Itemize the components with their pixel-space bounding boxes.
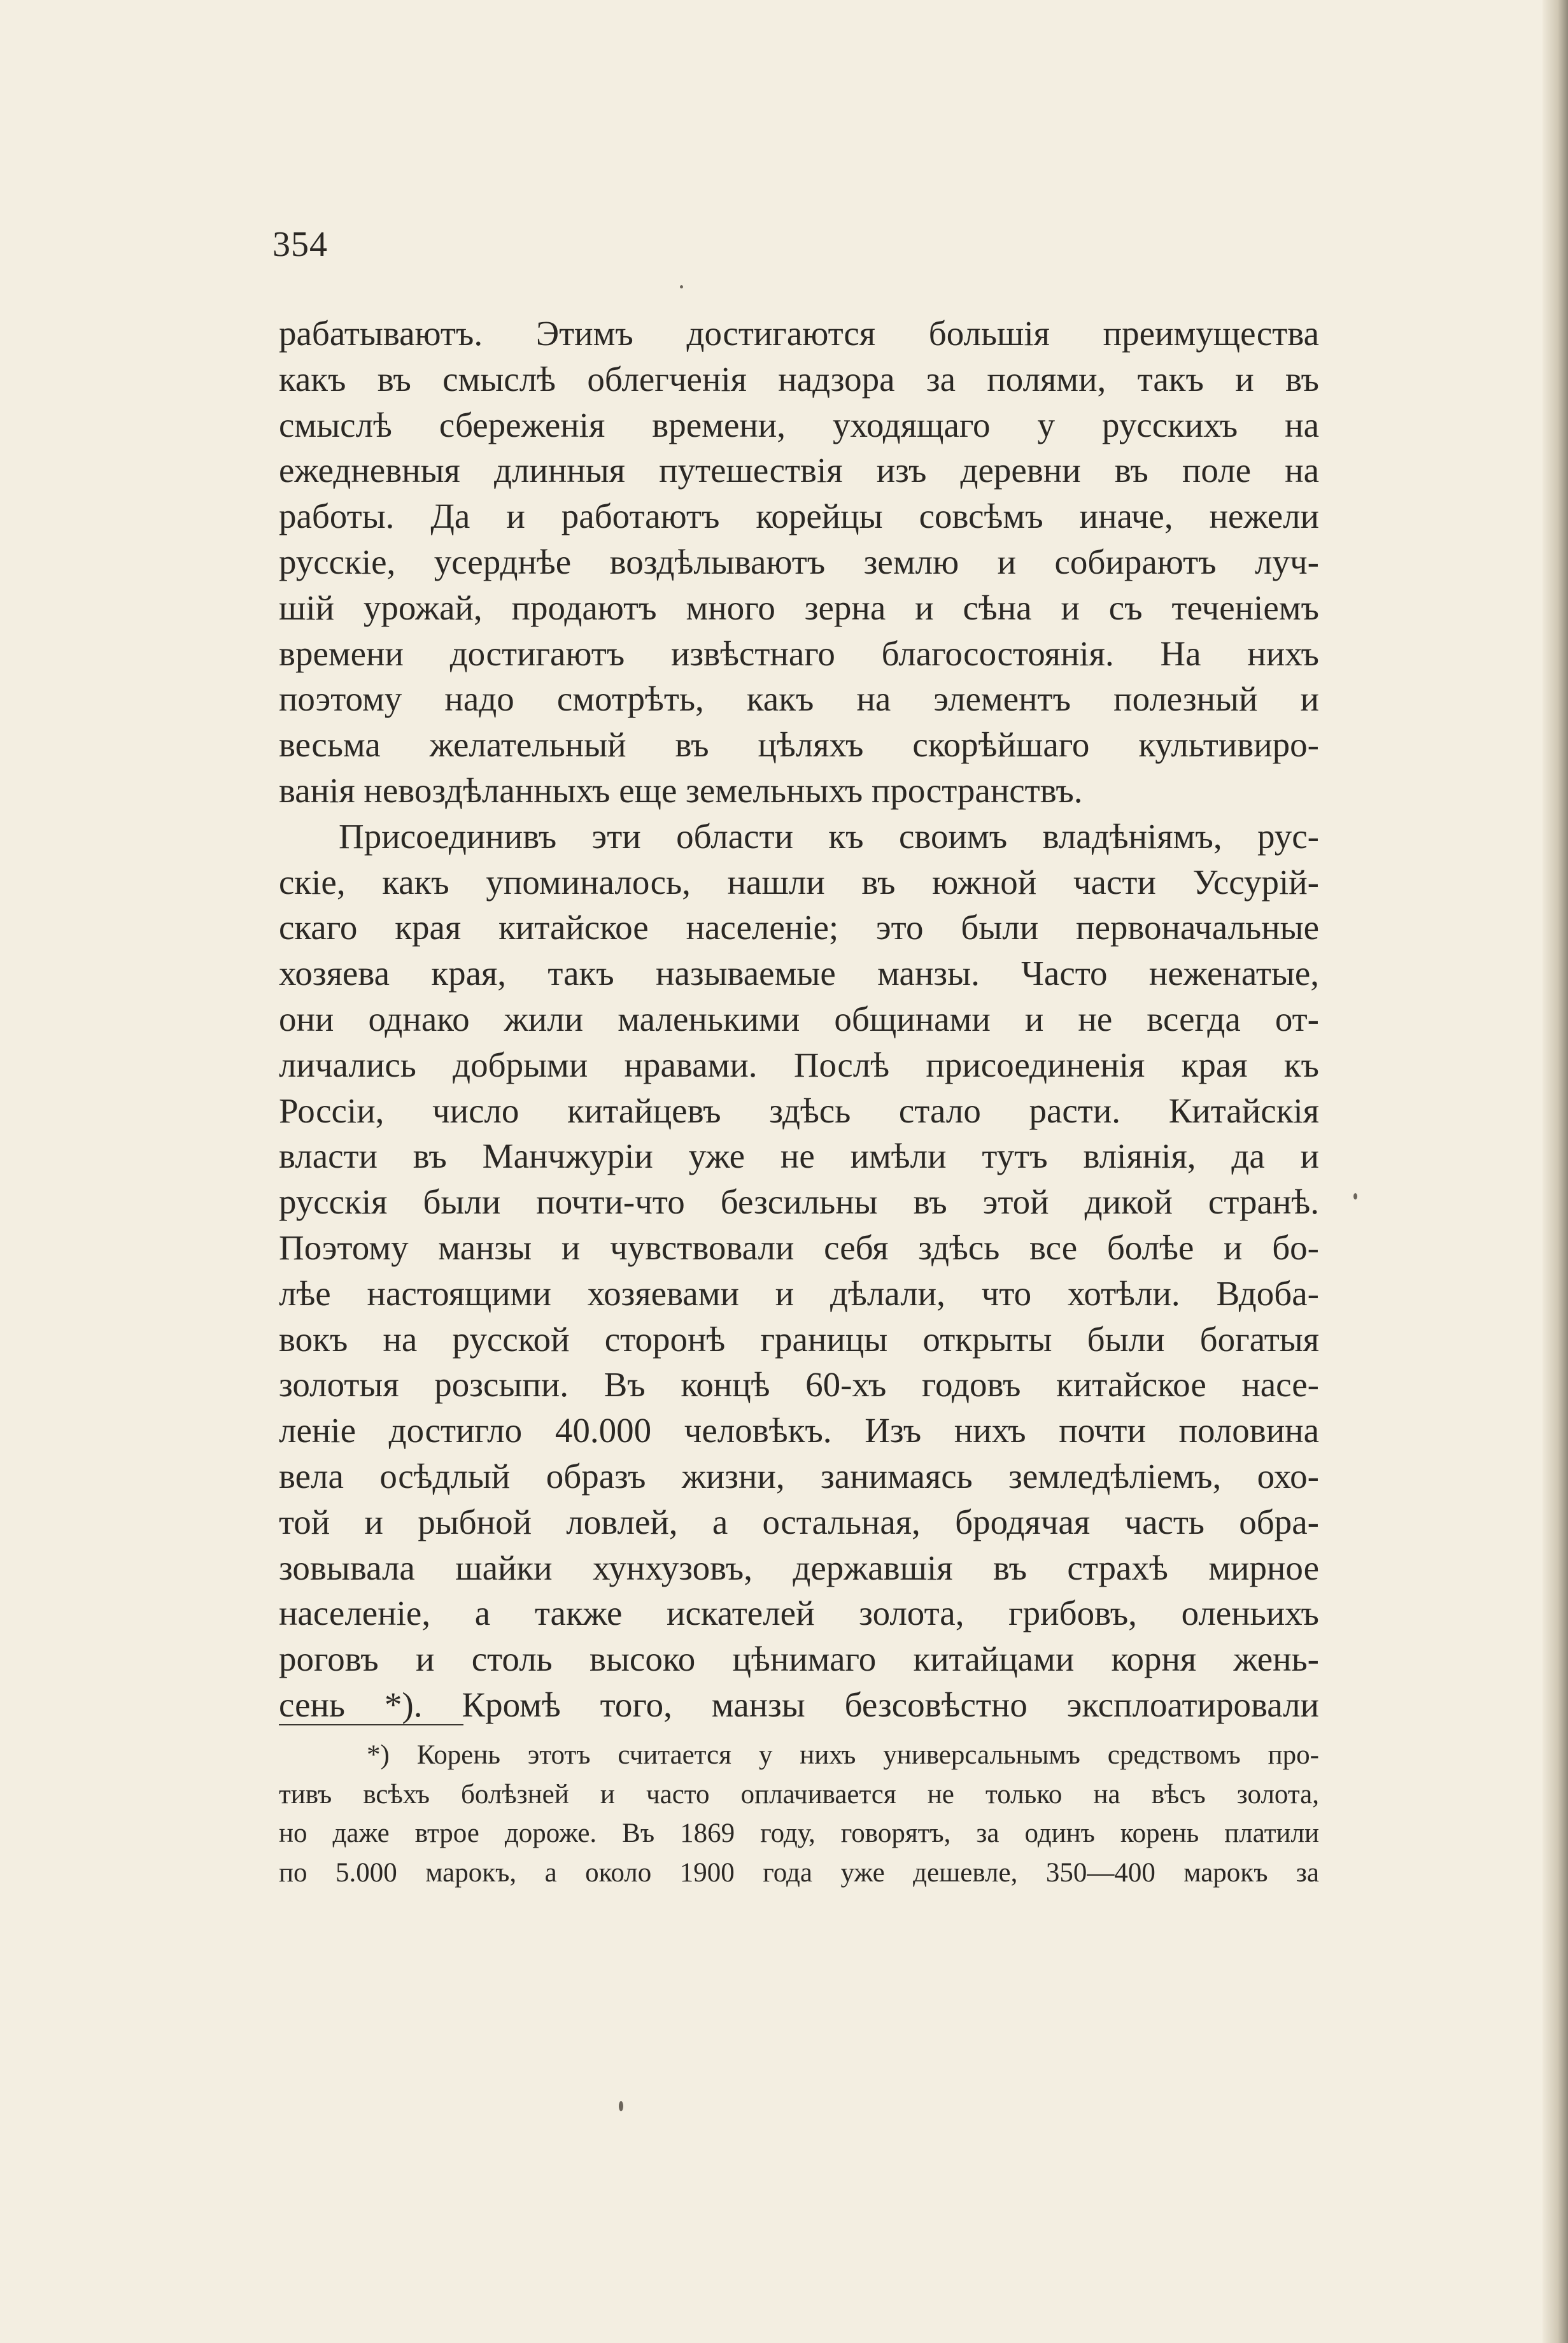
text-line: золотыя розсыпи. Въ концѣ 60-хъ годовъ китайское насе-	[279, 1365, 1319, 1405]
page-edge-shadow	[1543, 0, 1568, 2343]
text-line: русскія были почти-что безсильны въ этой дикой странѣ.	[279, 1182, 1319, 1222]
footnote-line: но даже втрое дороже. Въ 1869 году, говорятъ, за одинъ корень платили	[279, 1818, 1319, 1848]
ink-speck	[619, 2101, 623, 2111]
footnote-line: *) Корень этотъ считается у нихъ универсальнымъ средствомъ про-	[367, 1740, 1319, 1770]
text-line: Поэтому манзы и чувствовали себя здѣсь все болѣе и бо-	[279, 1228, 1319, 1267]
footnote-line: тивъ всѣхъ болѣзней и часто оплачивается не только на вѣсъ золота,	[279, 1779, 1319, 1809]
text-line: сень *). Кромѣ того, манзы безсовѣстно эксплоатировали	[279, 1685, 1319, 1724]
text-line: лѣе настоящими хозяевами и дѣлали, что хотѣли. Вдоба-	[279, 1273, 1319, 1313]
page-number: 354	[272, 225, 328, 264]
ink-speck	[1353, 1193, 1357, 1200]
text-line: Россіи, число китайцевъ здѣсь стало расти. Китайскія	[279, 1091, 1319, 1130]
text-line: личались добрыми нравами. Послѣ присоединенія края къ	[279, 1045, 1319, 1084]
text-line: скаго края китайское населеніе; это были первоначальные	[279, 908, 1319, 947]
text-line: весьма желательный въ цѣляхъ скорѣйшаго культивиро-	[279, 725, 1319, 765]
text-line: русскіе, усерднѣе воздѣлываютъ землю и собираютъ луч-	[279, 542, 1319, 581]
text-line: рабатываютъ. Этимъ достигаются большія преимущества	[279, 314, 1319, 353]
body-text	[279, 311, 1319, 1728]
text-line: зовывала шайки хунхузовъ, державшія въ страхѣ мирное	[279, 1548, 1319, 1587]
text-line: населеніе, а также искателей золота, грибовъ, оленьихъ	[279, 1594, 1319, 1633]
text-line: роговъ и столь высоко цѣнимаго китайцами корня жень-	[279, 1639, 1319, 1679]
text-line: они однако жили маленькими общинами и не всегда от-	[279, 999, 1319, 1038]
text-line: вела осѣдлый образъ жизни, занимаясь земледѣліемъ, охо-	[279, 1456, 1319, 1496]
text-line: ежедневныя длинныя путешествія изъ деревни въ поле на	[279, 451, 1319, 490]
footnote	[279, 1736, 1319, 1892]
ink-speck	[680, 285, 683, 288]
footnote-divider	[279, 1724, 463, 1725]
text-line: шій урожай, продаютъ много зерна и сѣна и съ теченіемъ	[279, 588, 1319, 627]
text-line: скіе, какъ упоминалось, нашли въ южной части Уссурій-	[279, 862, 1319, 902]
text-line: той и рыбной ловлей, а остальная, бродячая часть обра-	[279, 1502, 1319, 1541]
text-line: вокъ на русской сторонѣ границы открыты были богатыя	[279, 1319, 1319, 1359]
text-line: леніе достигло 40.000 человѣкъ. Изъ нихъ почти половина	[279, 1411, 1319, 1450]
text-line: смыслѣ сбереженія времени, уходящаго у русскихъ на	[279, 405, 1319, 444]
text-line: хозяева края, такъ называемые манзы. Часто неженатые,	[279, 954, 1319, 993]
text-line: какъ въ смыслѣ облегченія надзора за полями, такъ и въ	[279, 359, 1319, 399]
text-line: Присоединивъ эти области къ своимъ владѣніямъ, рус-	[339, 816, 1319, 856]
paragraph-2	[279, 814, 1319, 1728]
text-line: работы. Да и работаютъ корейцы совсѣмъ иначе, нежели	[279, 497, 1319, 536]
text-line: власти въ Манчжуріи уже не имѣли тутъ вліянія, да и	[279, 1136, 1319, 1176]
footnote-line: по 5.000 марокъ, а около 1900 года уже дешевле, 350—400 марокъ за	[279, 1857, 1319, 1888]
paragraph-1	[279, 311, 1319, 814]
text-line: поэтому надо смотрѣть, какъ на элементъ полезный и	[279, 679, 1319, 719]
text-line: ванія невоздѣланныхъ еще земельныхъ пространствъ.	[279, 770, 1083, 810]
text-line: времени достигаютъ извѣстнаго благосостоянія. На нихъ	[279, 634, 1319, 673]
